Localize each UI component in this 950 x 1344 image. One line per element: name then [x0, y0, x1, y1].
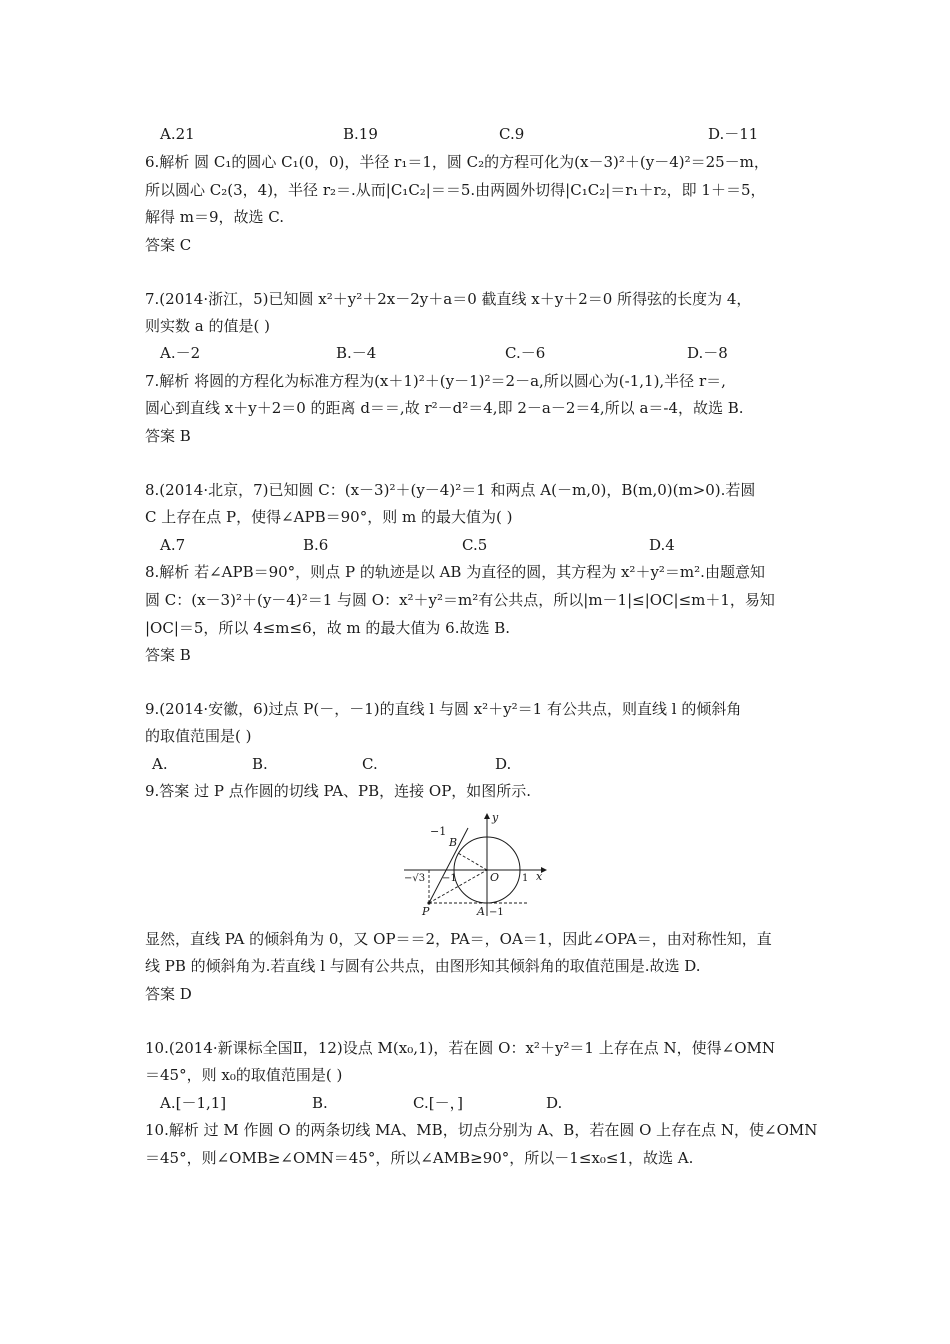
q8-question-line-2: C 上存在点 P，使得∠APB＝90°，则 m 的最大值为( ): [145, 508, 513, 526]
q10-option-c: C.[－，]: [413, 1094, 463, 1112]
label-one: 1: [522, 873, 529, 884]
q7-question-line-1: 7.(2014·浙江，5)已知圆 x²＋y²＋2x－2y＋a＝0 截直线 x＋y＋2＝0 所得弦的长度为 4，: [145, 290, 752, 308]
q5-option-a: A.21: [160, 125, 195, 143]
q7-option-c: C.－6: [505, 344, 546, 362]
q7-answer: 答案 B: [145, 427, 191, 445]
q7-option-d: D.－8: [687, 344, 728, 362]
q9-figure: [398, 808, 558, 920]
q10-question-line-2: ＝45°，则 x₀的取值范围是( ): [145, 1066, 343, 1084]
q7-question-line-2: 则实数 a 的值是( ): [145, 317, 270, 335]
q8-answer: 答案 B: [145, 646, 191, 664]
label-x: x: [536, 870, 543, 883]
label-y: y: [492, 811, 499, 824]
label-neg1-top: −1: [430, 825, 447, 838]
q10-option-b: B.: [312, 1094, 328, 1112]
q5-option-c: C.9: [499, 125, 525, 143]
q6-answer: 答案 C: [145, 236, 192, 254]
q7-option-b: B.－4: [336, 344, 377, 362]
q10-option-a: A.[－1,1]: [160, 1094, 227, 1112]
q8-question-line-1: 8.(2014·北京，7)已知圆 C：(x－3)²＋(y－4)²＝1 和两点 A(－m,0)，B(m,0)(m>0).若圆: [145, 481, 756, 499]
segment-ob: [458, 853, 487, 870]
label-o: O: [490, 871, 500, 884]
q9-question-line-1: 9.(2014·安徽，6)过点 P(－，－1)的直线 l 与圆 x²＋y²＝1 有公共点，则直线 l 的倾斜角: [145, 700, 742, 718]
q8-analysis-line-3: |OC|＝5，所以 4≤m≤6，故 m 的最大值为 6.故选 B.: [145, 619, 511, 637]
label-p: P: [422, 905, 430, 918]
label-neg-sqrt3: −√3: [404, 873, 426, 884]
q5-option-b: B.19: [343, 125, 378, 143]
q9-conclusion-line-1: 显然，直线 PA 的倾斜角为 0，又 OP＝＝2，PA＝，OA＝1，因此∠OPA＝，由对称性知，直: [145, 930, 772, 948]
q9-conclusion-line-2: 线 PB 的倾斜角为.若直线 l 与圆有公共点，由图形知其倾斜角的取值范围是.故选 D.: [145, 957, 701, 975]
q9-option-b: B.: [252, 755, 268, 773]
q9-option-a: A.: [152, 755, 168, 773]
q10-analysis-line-1: 10.解析 过 M 作圆 O 的两条切线 MA、MB，切点分别为 A、B，若在圆 O 上存在点 N，使∠OMN: [145, 1121, 818, 1139]
q6-analysis-line-2: 所以圆心 C₂(3，4)，半径 r₂＝.从而|C₁C₂|＝＝5.由两圆外切得|C₁C₂|＝r₁＋r₂，即 1＋＝5，: [145, 181, 766, 199]
q8-option-d: D.4: [649, 536, 675, 554]
q9-answer: 答案 D: [145, 985, 192, 1003]
q6-analysis-line-3: 解得 m＝9，故选 C.: [145, 208, 285, 226]
label-neg1-x: −1: [442, 873, 457, 884]
q6-analysis-line-1: 6.解析 圆 C₁的圆心 C₁(0，0)，半径 r₁＝1，圆 C₂的方程可化为(x－3)²＋(y－4)²＝25－m，: [145, 153, 769, 171]
q5-option-d: D.－11: [708, 125, 759, 143]
q9-question-line-2: 的取值范围是( ): [145, 727, 252, 745]
q10-option-d: D.: [546, 1094, 563, 1112]
q8-analysis-line-2: 圆 C：(x－3)²＋(y－4)²＝1 与圆 O：x²＋y²＝m²有公共点，所以|m－1|≤|OC|≤m＋1，易知: [145, 591, 775, 609]
q8-option-a: A.7: [160, 536, 186, 554]
label-a: A: [477, 905, 485, 918]
q9-option-c: C.: [362, 755, 378, 773]
q8-option-b: B.6: [303, 536, 329, 554]
q7-analysis-line-2: 圆心到直线 x＋y＋2＝0 的距离 d＝＝,故 r²－d²＝4,即 2－a－2＝4,所以 a＝-4，故选 B.: [145, 399, 744, 417]
q7-analysis-line-1: 7.解析 将圆的方程化为标准方程为(x＋1)²＋(y－1)²＝2－a,所以圆心为(-1,1),半径 r＝,: [145, 372, 726, 390]
q7-option-a: A.－2: [160, 344, 201, 362]
q10-analysis-line-2: ＝45°，则∠OMB≥∠OMN＝45°，所以∠AMB≥90°，所以－1≤x₀≤1，故选 A.: [145, 1149, 694, 1167]
label-b: B: [449, 836, 458, 849]
q8-analysis-line-1: 8.解析 若∠APB＝90°，则点 P 的轨迹是以 AB 为直径的圆，其方程为 x²＋y²＝m².由题意知: [145, 563, 765, 581]
q9-option-d: D.: [495, 755, 512, 773]
label-neg1-bottom: −1: [489, 907, 504, 918]
q9-analysis: 9.答案 过 P 点作圆的切线 PA、PB，连接 OP，如图所示.: [145, 782, 532, 800]
q8-option-c: C.5: [462, 536, 488, 554]
q10-question-line-1: 10.(2014·新课标全国Ⅱ，12)设点 M(x₀,1)，若在圆 O：x²＋y²＝1 上存在点 N，使得∠OMN: [145, 1039, 775, 1057]
